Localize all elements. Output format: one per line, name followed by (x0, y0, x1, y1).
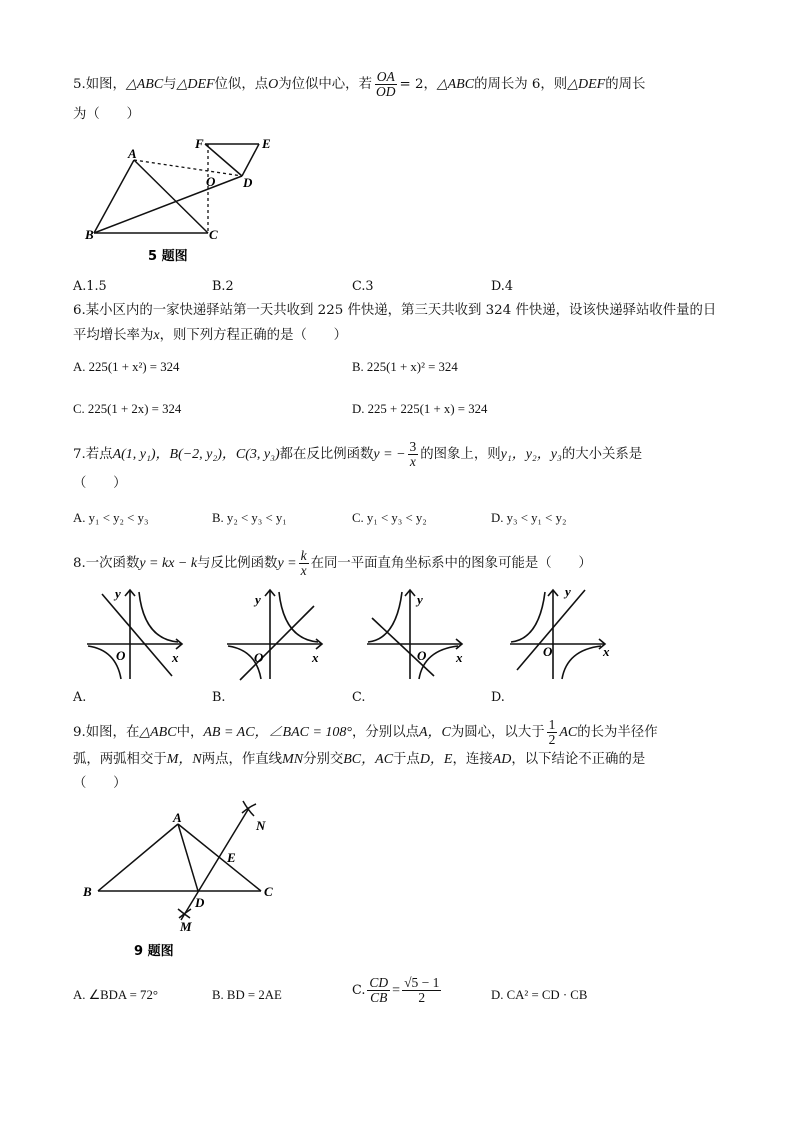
q9-choice-c-lhs-fraction (367, 976, 390, 1005)
q9-equals-sign: = (392, 983, 401, 999)
q9-choice-b[interactable]: B. BD = 2AE (212, 988, 282, 1002)
q5-triangle-abc: △ABC (125, 77, 164, 93)
q8-graph-b[interactable] (222, 584, 332, 684)
q9-stem-line2 (73, 753, 645, 767)
q8-axis-y-label: y (255, 592, 261, 607)
q9-choice-c-rhs-fraction (402, 976, 441, 1005)
q9-segment-ac: AC (559, 725, 578, 741)
q9-text: 于点 (393, 752, 420, 767)
q9-triangle-construction-diagram (78, 796, 300, 960)
q5-text: 为位似中心，若 (278, 77, 372, 93)
q5-choice-c[interactable]: C.3 (352, 279, 374, 294)
q8-graph-a-svg (82, 584, 192, 684)
q7-text: 的图象上，则 (420, 447, 501, 463)
fraction-numerator: √5 − 1 (404, 975, 440, 990)
q5-label-a: A (128, 146, 137, 161)
q8-text: 在同一平面直角坐标系中的图象可能是（ ） (310, 556, 592, 572)
q8-axis-y-label: y (417, 592, 423, 607)
q9-points-de: D，E (419, 752, 453, 767)
q5-stem-line1 (73, 70, 645, 99)
q9-label-n: N (256, 818, 266, 833)
fraction-numerator: OA (376, 69, 395, 84)
fraction-denominator: x (409, 454, 416, 470)
q8-origin-label: O (543, 644, 553, 659)
q7-function-fraction (408, 440, 419, 469)
q9-label-b: B (83, 884, 92, 899)
q9-figure (78, 796, 300, 960)
q8-graph-b-svg (222, 584, 332, 684)
fraction-numerator: 3 (409, 439, 417, 454)
q9-line-mn: MN (282, 752, 304, 767)
q8-graph-c[interactable] (362, 584, 472, 684)
q9-label-m: M (180, 919, 192, 934)
q5-choice-d[interactable]: D.4 (491, 279, 514, 294)
q9-choice-d[interactable]: D. CA² = CD · CB (491, 988, 588, 1002)
q6-stem-line1: 6.某小区内的一家快递驿站第一天共收到 225 件快递，第三天共收到 324 件快递，设该快递驿站收件量的日 (73, 303, 717, 318)
q9-sides: BC，AC (343, 752, 394, 767)
q9-half-fraction (547, 718, 558, 747)
q9-figure-caption: 9 题图 (134, 944, 174, 959)
q8-graph-c-svg (362, 584, 472, 684)
q7-stem-line1 (73, 440, 642, 469)
q8-stem (73, 549, 592, 578)
q8-function-lhs: y = (277, 556, 297, 572)
q5-triangle-def: △DEF (176, 77, 215, 93)
fraction-denominator: CB (370, 990, 388, 1006)
q9-choice-c[interactable] (352, 976, 443, 1005)
q6-text: 平均增长率为 (73, 328, 154, 343)
q7-choice-c[interactable]: C. y₁ < y₃ < y₂ (352, 511, 427, 525)
q8-choice-b[interactable]: B. (212, 690, 226, 705)
q6-stem-line2 (73, 329, 347, 343)
fraction-denominator: OD (375, 84, 396, 100)
q9-text: 中， (176, 725, 204, 741)
q8-text: 与反比例函数 (197, 556, 278, 572)
q9-choice-a[interactable]: A. ∠BDA = 72° (73, 988, 158, 1002)
fraction-numerator: 1 (548, 717, 556, 732)
q5-text: 与 (163, 77, 177, 93)
q8-choice-d[interactable]: D. (491, 690, 505, 705)
q8-axis-y-label: y (565, 584, 571, 599)
q6-choice-c[interactable]: C. 225(1 + 2x) = 324 (73, 402, 182, 416)
q9-points-mn: M，N (166, 752, 202, 767)
q9-choice-c-prefix: C. (352, 983, 366, 999)
q9-text: 的长为半径作 (577, 725, 658, 741)
q9-centers: A，C (418, 725, 451, 741)
q7-function-lhs: y = − (373, 447, 406, 463)
q9-text: ，分别以点 (352, 725, 419, 741)
q5-text: 的周长 (605, 77, 646, 93)
q5-label-d: D (243, 175, 253, 190)
q9-text: ，连接 (452, 752, 493, 767)
q5-triangle-abc: △ABC (436, 77, 475, 93)
q9-stem-line1 (73, 718, 658, 747)
q8-text: 8.一次函数 (73, 556, 140, 572)
q9-text: 9.如图，在 (73, 725, 140, 741)
q9-text: 弧，两弧相交于 (73, 752, 167, 767)
q9-segment-ad: AD (492, 752, 512, 767)
q7-text: 7.若点 (73, 447, 113, 463)
q9-text: 分别交 (303, 752, 344, 767)
q8-axis-y-label: y (115, 586, 121, 601)
q5-figure-caption: 5 题图 (148, 249, 188, 264)
q5-ratio-fraction (374, 70, 398, 99)
q5-stem-line2: 为（ ） (73, 107, 140, 122)
q8-origin-label: O (417, 648, 427, 663)
q6-choice-d[interactable]: D. 225 + 225(1 + x) = 324 (352, 402, 488, 416)
q5-triangle-def: △DEF (567, 77, 606, 93)
q6-text: ，则下列方程正确的是（ ） (159, 328, 348, 343)
q8-choice-c[interactable]: C. (352, 690, 366, 705)
q7-choice-a[interactable]: A. y₁ < y₂ < y₃ (73, 511, 149, 525)
q9-text: 为圆心，以大于 (450, 725, 545, 741)
q7-choice-d[interactable]: D. y₃ < y₁ < y₂ (491, 511, 567, 525)
q5-label-e: E (262, 136, 271, 151)
q6-variable-x: x (153, 328, 160, 343)
q5-figure (82, 132, 282, 270)
q9-label-c: C (264, 884, 273, 899)
q8-graph-d-svg (505, 584, 615, 684)
q8-axis-x-label: x (172, 650, 179, 665)
q9-label-a: A (173, 810, 182, 825)
fraction-numerator: k (300, 548, 307, 563)
q5-text: 5.如图， (73, 77, 126, 93)
fraction-numerator: CD (369, 975, 389, 990)
fraction-denominator: 2 (418, 990, 426, 1006)
q8-graph-a[interactable] (82, 584, 192, 684)
q9-text: 两点，作直线 (201, 752, 283, 767)
q9-triangle-abc: △ABC (139, 725, 177, 741)
q9-label-d: D (195, 895, 205, 910)
q6-choice-a[interactable]: A. 225(1 + x²) = 324 (73, 360, 180, 374)
q9-label-e: E (227, 850, 236, 865)
q7-text: 都在反比例函数 (279, 447, 374, 463)
q9-text: ，以下结论不正确的是 (511, 752, 646, 767)
q8-axis-x-label: x (312, 650, 319, 665)
q8-linear-function: y = kx − k (139, 556, 198, 572)
q6-choice-b[interactable]: B. 225(1 + x)² = 324 (352, 360, 458, 374)
q5-text: = 2， (399, 77, 437, 93)
q8-graph-d[interactable] (505, 584, 615, 684)
q7-stem-line2: （ ） (73, 476, 127, 491)
q8-function-fraction (299, 549, 309, 578)
q5-text: 的周长为 6，则 (474, 77, 568, 93)
q7-y-values: y₁，y₂，y₃ (500, 447, 562, 463)
q5-label-b: B (85, 227, 94, 242)
q7-points: A(1, y₁)，B(−2, y₂)，C(3, y₃) (112, 447, 280, 463)
q5-choice-b[interactable]: B.2 (212, 279, 234, 294)
q5-label-f: F (195, 136, 204, 151)
q5-point-o: O (268, 77, 279, 93)
q8-axis-x-label: x (456, 650, 463, 665)
q5-text: 位似，点 (214, 77, 269, 93)
q5-similar-triangles-diagram (82, 132, 282, 270)
fraction-denominator: 2 (548, 732, 556, 748)
q5-label-c: C (209, 227, 218, 242)
fraction-denominator: x (300, 563, 307, 579)
q8-axis-x-label: x (603, 644, 610, 659)
q8-origin-label: O (116, 648, 126, 663)
q8-choice-a[interactable]: A. (73, 690, 87, 705)
q5-choice-a[interactable]: A.1.5 (73, 279, 107, 294)
q7-choice-b[interactable]: B. y₂ < y₃ < y₁ (212, 511, 287, 525)
q9-stem-line3: （ ） (73, 776, 127, 791)
q9-given: AB = AC，∠BAC = 108° (203, 725, 353, 741)
q8-origin-label: O (254, 650, 264, 665)
q5-label-o: O (206, 174, 216, 189)
q7-text: 的大小关系是 (561, 447, 643, 463)
